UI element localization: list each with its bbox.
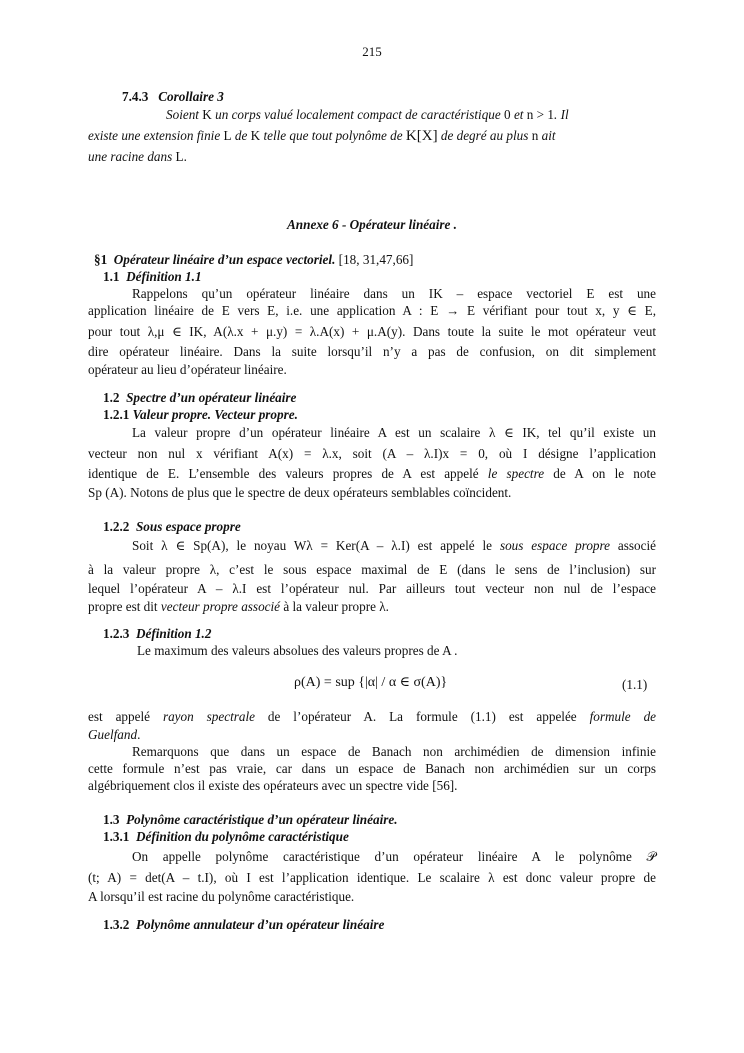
section-1-heading: §1 Opérateur linéaire d’un espace vectoriel. [18, 31,47,66] [94, 252, 414, 267]
equation-number: (1.1) [622, 677, 648, 692]
eigenvalue-line-2: vecteur non nul x vérifiant A(x) = λ.x, soit (A – λ.I)x = 0, où I désigne l’application [88, 446, 656, 461]
eigenspace-line-2: à la valeur propre λ, c’est le sous espace maximal de E (dans le sens de l’inclusion) sur [88, 562, 656, 577]
section-1-2-3-heading: 1.2.3 Définition 1.2 [103, 626, 212, 641]
char-poly-line-3: A lorsqu’il est racine du polynôme caractéristique. [88, 889, 355, 904]
definition-1-1-line-3: pour tout λ,μ ∈ IK, A(λ.x + μ.y) = λ.A(x) + μ.A(y). Dans toute la suite le mot opérateur veut [88, 324, 656, 339]
banach-remark-line-3: algébriquement clos il existe des opérateurs avec un spectre vide [56]. [88, 778, 458, 793]
spectral-radius-intro: Le maximum des valeurs absolues des valeurs propres de A . [137, 643, 458, 658]
spectral-radius-line-2: Guelfand. [88, 727, 141, 742]
page-number: 215 [362, 44, 382, 59]
eigenspace-line-3: lequel l’opérateur A – λ.I est l’opérateur nul. Par ailleurs tout vecteur non nul de l’espace [88, 581, 656, 596]
eigenspace-line-1: Soit λ ∈ Sp(A), le noyau Wλ = Ker(A – λ.I) est appelé le sous espace propre associé [132, 538, 656, 553]
eigenspace-line-4: propre est dit vecteur propre associé à la valeur propre λ. [88, 599, 389, 614]
section-1-3-heading: 1.3 Polynôme caractéristique d’un opérateur linéaire. [103, 812, 398, 827]
banach-remark-line-2: cette formule n’est pas vraie, car dans un espace de Banach non archimédien sur un corps [88, 761, 656, 776]
definition-1-1-line-1: Rappelons qu’un opérateur linéaire dans un IK – espace vectoriel E est une [132, 286, 656, 301]
corollary-line-2: existe une extension finie L de K telle que tout polynôme de K[X] de degré au plus n ait [88, 128, 556, 144]
section-1-2-2-heading: 1.2.2 Sous espace propre [103, 519, 241, 534]
section-1-2-heading: 1.2 Spectre d’un opérateur linéaire [103, 390, 297, 405]
corollary-line-3: une racine dans L. [88, 149, 187, 164]
section-1-2-1-heading: 1.2.1 Valeur propre. Vecteur propre. [103, 407, 298, 422]
equation-1-1: ρ(A) = sup {|α| / α ∈ σ(A)} [294, 675, 448, 690]
definition-1-1-line-2: application linéaire de E vers E, i.e. une application A : E → E vérifiant pour tout x, y ∈ E, [88, 303, 656, 318]
section-1-3-1-heading: 1.3.1 Définition du polynôme caractéristique [103, 829, 349, 844]
spectral-radius-line-1: est appelé rayon spectrale de l’opérateur A. La formule (1.1) est appelée formule de [88, 709, 657, 724]
corollary-line-1: Soient K un corps valué localement compact de caractéristique 0 et n > 1. Il [166, 107, 569, 122]
eigenvalue-line-4: Sp (A). Notons de plus que le spectre de deux opérateurs semblables coïncident. [88, 485, 512, 500]
corollary-heading: 7.4.3 Corollaire 3 [122, 89, 224, 104]
definition-1-1-heading: 1.1 Définition 1.1 [103, 269, 202, 284]
eigenvalue-line-3: identique de E. L’ensemble des valeurs propres de A est appelé le spectre de A on le note [88, 466, 656, 481]
definition-1-1-line-4: dire opérateur linéaire. Dans la suite lorsqu’il n’y a pas de confusion, on dit simplement [88, 344, 656, 359]
definition-1-1-line-5: opérateur au lieu d’opérateur linéaire. [88, 362, 287, 377]
eigenvalue-line-1: La valeur propre d’un opérateur linéaire A est un scalaire λ ∈ IK, tel qu’il existe un [132, 425, 656, 440]
section-1-3-2-heading: 1.3.2 Polynôme annulateur d’un opérateur linéaire [103, 917, 385, 932]
annexe-title: Annexe 6 - Opérateur linéaire . [287, 217, 457, 232]
banach-remark-line-1: Remarquons que dans un espace de Banach non archimédien de dimension infinie [132, 744, 656, 759]
char-poly-line-1: On appelle polynôme caractéristique d’un opérateur linéaire A le polynôme 𝒫 [132, 849, 656, 864]
char-poly-line-2: (t; A) = det(A – t.I), où I est l’application identique. Le scalaire λ est donc valeur propre de [88, 870, 656, 885]
